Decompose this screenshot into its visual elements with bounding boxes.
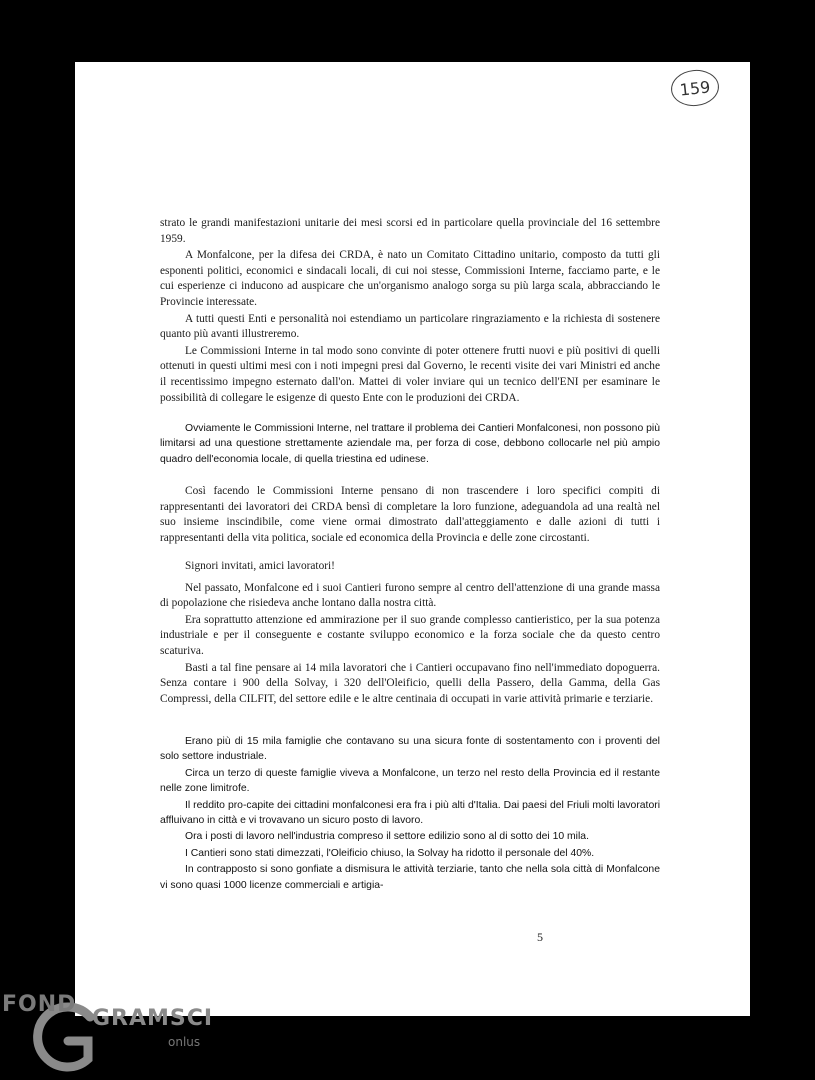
body-text-serif-1 <box>160 216 660 407</box>
watermark-gramsci-text: GRAMSCI <box>92 1006 214 1031</box>
paragraph: Il reddito pro-capite dei cittadini monfalconesi era fra i più alti d'Italia. Dai paesi del Friuli molti lavoratori affluivano in città e vi trovavano un sicuro posto di lavoro. <box>160 799 660 827</box>
paragraph: A tutti questi Enti e personalità noi estendiamo un particolare ringraziamento e la richiesta di sostenere quanto più avanti illustreremo. <box>160 312 660 341</box>
paragraph: Erano più di 15 mila famiglie che contavano su una sicura fonte di sostentamento con i proventi del solo settore industriale. <box>160 736 660 763</box>
document-page <box>75 62 750 1016</box>
body-text-sans-2 <box>160 734 660 894</box>
greeting: Signori invitati, amici lavoratori! <box>185 560 335 572</box>
paragraph: Così facendo le Commissioni Interne pensano di non trascendere i loro specifici compiti di rappresentanti dei lavoratori dei CRDA bensì di completare la loro funzione, adeguandola ad una realtà nel suo insieme inscindibile, come viene ormai dimostrato dall'atteggiamento e dalle azioni di tutti i rappresentanti della vita politica, sociale ed economica della Provincia e delle zone circostanti. <box>160 485 660 544</box>
paragraph: Ora i posti di lavoro nell'industria compreso il settore edilizio sono al di sotto dei 10 mila. <box>185 831 589 843</box>
paragraph: Ovviamente le Commissioni Interne, nel trattare il problema dei Cantieri Monfalconesi, non possono più limitarsi ad una questione strettamente aziendale ma, per forza di cose, debbono collocarle nel più ampio quadro dell'economia locale, di quella triestina ed udinese. <box>160 423 660 465</box>
paragraph: Circa un terzo di queste famiglie viveva a Monfalcone, un terzo nel resto della Provincia ed il restante nelle zone limitrofe. <box>160 767 660 795</box>
page-number: 5 <box>537 930 543 944</box>
paragraph: I Cantieri sono stati dimezzati, l'Oleificio chiuso, la Solvay ha ridotto il personale del 40%. <box>185 847 595 859</box>
paragraph: Era soprattutto attenzione ed ammirazione per il suo grande complesso cantieristico, per la sua potenza industriale e per il conseguente e costante sviluppo economico e la forza sociale che da questo centro scaturiva. <box>160 613 660 657</box>
watermark-onlus-text: onlus <box>168 1035 201 1049</box>
body-text-serif-2 <box>160 484 660 547</box>
paragraph: strato le grandi manifestazioni unitarie dei mesi scorsi ed in particolare quella provinciale del 16 settembre 1959. <box>160 217 660 245</box>
paragraph: In contrapposto si sono gonfiate a dismisura le attività terziarie, tanto che nella sola città di Monfalcone vi sono quasi 1000 licenze commerciali e artigia- <box>160 864 660 891</box>
body-text-sans-1 <box>160 421 660 468</box>
annotation-circle <box>669 68 721 109</box>
body-text-serif-3 <box>160 559 660 708</box>
annotation-number: 159 <box>678 76 712 100</box>
watermark-fond-text: FOND <box>2 992 77 1017</box>
paragraph: A Monfalcone, per la difesa dei CRDA, è nato un Comitato Cittadino unitario, composto da tutti gli esponenti politici, economici e sindacali locali, di cui noi stesse, Commissioni Interne, facciamo parte, e le cui esperienze ci inducono ad auspicare che un'organismo analogo sorga su più larga scala, abbracciando le Provincie interessate. <box>160 249 660 308</box>
fondazione-gramsci-watermark <box>0 985 230 1080</box>
handwritten-page-annotation <box>669 68 721 109</box>
paragraph: Nel passato, Monfalcone ed i suoi Cantieri furono sempre al centro dell'attenzione di una grande massa di popolazione che risiedeva anche lontano dalla nostra città. <box>160 581 660 610</box>
paragraph: Le Commissioni Interne in tal modo sono convinte di poter ottenere frutti nuovi e più positivi di quelli ottenuti in questi ultimi mesi con i noti impegni presi dal Governo, le recenti visite dei vari Ministri ed anche il recentissimo impegno esternato dall'on. Mattei di voler inviare qui un tecnico dell'ENI per esaminare le possibilità di collegare le esigenze di questo Ente con le produzioni dei CRDA. <box>160 344 660 404</box>
paragraph: Basti a tal fine pensare ai 14 mila lavoratori che i Cantieri occupavano fino nell'immediato dopoguerra. Senza contare i 900 della Solvay, i 320 dell'Oleificio, quelli della Passero, della Gamma, della Gas Compressi, della CILFIT, del settore edile e le altre centinaia di occupati in varie attività primarie e terziarie. <box>160 661 660 705</box>
